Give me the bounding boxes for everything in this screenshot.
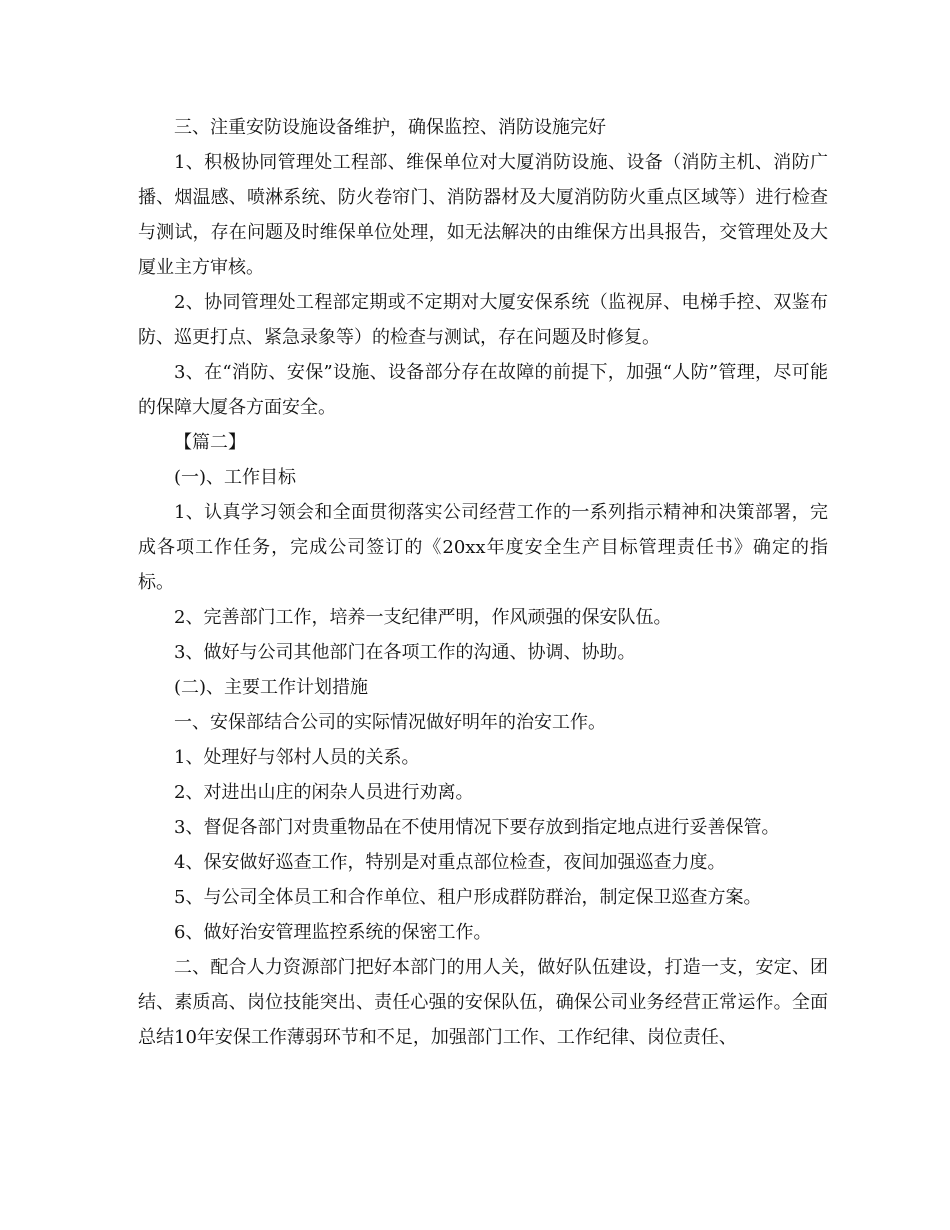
paragraph-goal-2: 2、完善部门工作，培养一支纪律严明，作风顽强的保安队伍。 — [174, 607, 672, 628]
part-two-heading: 【篇二】 — [174, 432, 246, 453]
measures-heading: (二)、主要工作计划措施 — [174, 677, 369, 698]
paragraph-measure-6: 6、做好治安管理监控系统的保密工作。 — [174, 922, 492, 943]
work-goals-heading: (一)、工作目标 — [174, 467, 297, 488]
paragraph-security-system: 2、协同管理处工程部定期或不定期对大厦安保系统（监视屏、电梯手控、双鉴布防、巡更打点、紧急录象等）的检查与测试，存在问题及时修复。 — [138, 292, 828, 348]
paragraph-measure-5: 5、与公司全体员工和合作单位、租户形成群防群治，制定保卫巡查方案。 — [174, 887, 762, 908]
paragraph-goal-1: 1、认真学习领会和全面贯彻落实公司经营工作的一系列指示精神和决策部署，完成各项工作任务，完成公司签订的《20xx年度安全生产目标管理责任书》确定的指标。 — [138, 502, 828, 593]
paragraph-fire-facilities: 1、积极协同管理处工程部、维保单位对大厦消防设施、设备（消防主机、消防广播、烟温感、喷淋系统、防火卷帘门、消防器材及大厦消防防火重点区域等）进行检查与测试，存在问题及时维保单位处理，如无法解决的由维保方出具报告，交管理处及大厦业主方审核。 — [138, 152, 828, 278]
paragraph-measure-4: 4、保安做好巡查工作，特别是对重点部位检查，夜间加强巡查力度。 — [174, 852, 726, 873]
paragraph-measure-1: 1、处理好与邻村人员的关系。 — [174, 747, 420, 768]
paragraph-measure-2: 2、对进出山庄的闲杂人员进行劝离。 — [174, 782, 474, 803]
document-body — [138, 110, 828, 1055]
paragraph-goal-3: 3、做好与公司其他部门在各项工作的沟通、协调、协助。 — [174, 642, 636, 663]
section-heading-maintenance: 三、注重安防设施设备维护，确保监控、消防设施完好 — [174, 117, 606, 138]
paragraph-measure-3: 3、督促各部门对贵重物品在不使用情况下要存放到指定地点进行妥善保管。 — [174, 817, 780, 838]
paragraph-hr-cooperation: 二、配合人力资源部门把好本部门的用人关，做好队伍建设，打造一支，安定、团结、素质高、岗位技能突出、责任心强的安保队伍，确保公司业务经营正常运作。全面总结10年安保工作薄弱环节和不足，加强部门工作、工作纪律、岗位责任、 — [138, 957, 828, 1048]
paragraph-measure-intro: 一、安保部结合公司的实际情况做好明年的治安工作。 — [174, 712, 606, 733]
paragraph-human-defense: 3、在“消防、安保”设施、设备部分存在故障的前提下，加强“人防”管理，尽可能的保障大厦各方面安全。 — [138, 362, 828, 418]
